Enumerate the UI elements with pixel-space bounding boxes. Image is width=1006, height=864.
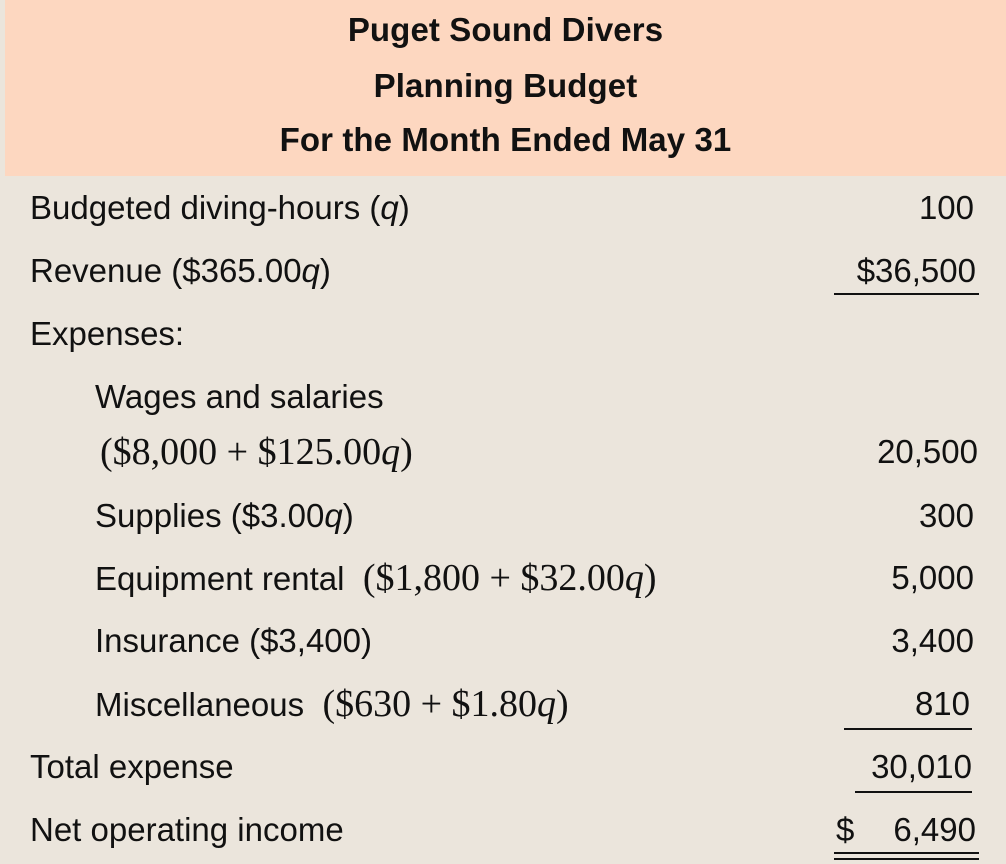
equipment-formula: ($1,800 + $32.00q) <box>362 557 657 599</box>
company-name: Puget Sound Divers <box>347 11 664 48</box>
insurance-amount: 3,400 <box>891 622 974 659</box>
equipment-label: Equipment rental ($1,800 + $32.00q) <box>95 557 657 599</box>
total-expense-amount: 30,010 <box>871 748 972 785</box>
wages-formula: ($8,000 + $125.00q) <box>100 431 413 473</box>
supplies-amount: 300 <box>918 497 974 534</box>
net-income-dollar-sign: $ <box>836 811 855 848</box>
misc-amount: 810 <box>914 685 970 722</box>
total-expense-underline <box>855 791 972 793</box>
supplies-label: Supplies ($3.00q) <box>95 497 354 534</box>
expenses-heading: Expenses: <box>30 315 185 352</box>
net-income-double-underline-top <box>834 852 979 854</box>
misc-underline <box>844 728 972 730</box>
total-expense-label: Total expense <box>30 748 234 785</box>
net-income-double-underline-bottom <box>834 858 979 860</box>
diving-hours-label: Budgeted diving-hours (q) <box>30 189 410 226</box>
net-income-label: Net operating income <box>30 811 344 848</box>
report-header <box>5 0 1006 176</box>
insurance-label: Insurance ($3,400) <box>95 622 373 659</box>
report-period: For the Month Ended May 31 <box>279 121 732 158</box>
wages-amount: 20,500 <box>877 433 978 470</box>
revenue-label: Revenue ($365.00q) <box>30 252 331 289</box>
revenue-amount: $36,500 <box>856 252 976 289</box>
net-income-amount: 6,490 <box>893 811 976 848</box>
report-title: Planning Budget <box>373 67 638 104</box>
revenue-underline <box>834 293 979 295</box>
diving-hours-amount: 100 <box>918 189 974 226</box>
misc-label: Miscellaneous ($630 + $1.80q) <box>95 683 569 725</box>
misc-formula: ($630 + $1.80q) <box>322 683 569 725</box>
equipment-amount: 5,000 <box>891 559 974 596</box>
wages-label: Wages and salaries <box>95 378 384 415</box>
